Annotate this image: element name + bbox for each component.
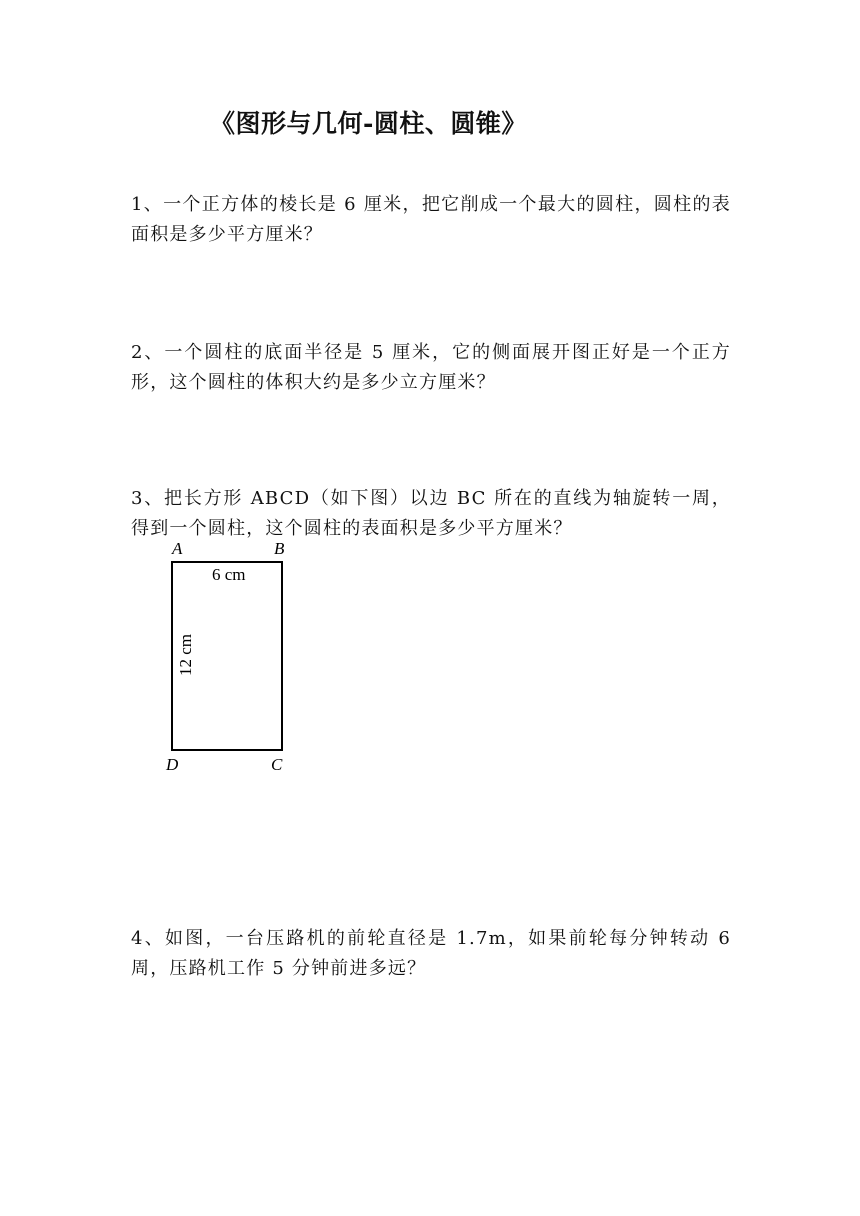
page-title: 《图形与几何-圆柱、圆锥》: [210, 109, 527, 138]
question-1: 1、一个正方体的棱长是 6 厘米，把它削成一个最大的圆柱，圆柱的表面积是多少平方厘米？: [131, 194, 731, 245]
vertex-label-b: B: [274, 539, 285, 558]
question-3: 3、把长方形 ABCD（如下图）以边 BC 所在的直线为轴旋转一周，得到一个圆柱，这个圆柱的表面积是多少平方厘米？: [131, 488, 731, 539]
question-2: 2、一个圆柱的底面半径是 5 厘米，它的侧面展开图正好是一个正方形，这个圆柱的体积大约是多少立方厘米？: [131, 342, 731, 393]
rectangle-abcd-figure: [160, 536, 300, 786]
vertex-label-d: D: [166, 755, 179, 774]
height-label: 12 cm: [176, 633, 195, 676]
vertex-label-c: C: [271, 755, 283, 774]
question-4: 4、如图，一台压路机的前轮直径是 1.7m，如果前轮每分钟转动 6 周，压路机工作 5 分钟前进多远？: [131, 928, 731, 979]
width-label: 6 cm: [212, 565, 246, 584]
vertex-label-a: A: [172, 539, 183, 558]
